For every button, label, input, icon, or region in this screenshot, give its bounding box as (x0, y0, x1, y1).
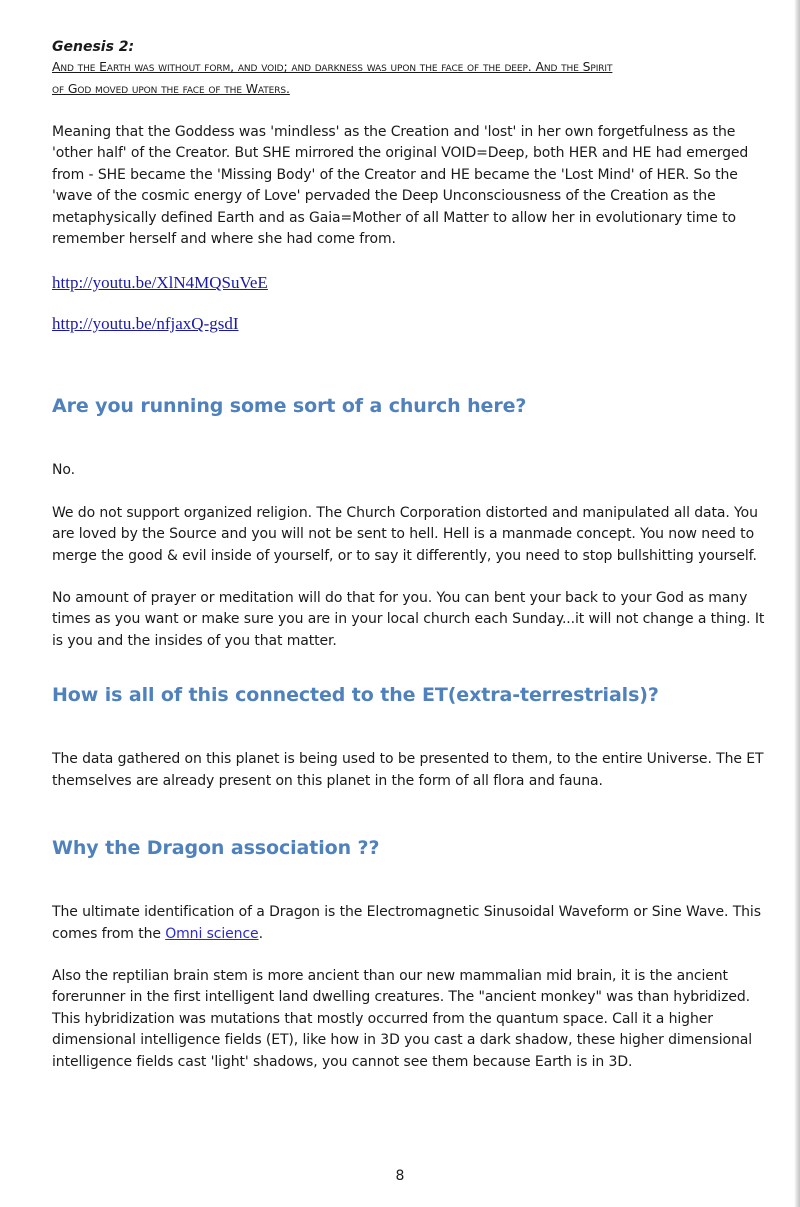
document-page (52, 38, 772, 1073)
dragon-paragraph-2: Also the reptilian brain stem is more ancient than our new mammalian mid brain, it is the ancient forerunner in the first intelligent land dwelling creatures. The "ancient monkey" was than hybridized. This hybridization was mutations that mostly occurred from the quantum space. Call it a higher dimensional intelligence fields (ET), like how in 3D you cast a dark shadow, these higher dimensional intelligence fields cast 'light' shadows, you cannot see them because Earth is in 3D. (52, 967, 753, 1070)
genesis-verse-line-1: And the Earth was without form, and void; and darkness was upon the face of the deep. And the Spirit (52, 59, 613, 74)
church-paragraph-1: We do not support organized religion. The Church Corporation distorted and manipulated all data. You are loved by the Source and you will not be sent to hell. Hell is a manmade concept. You now need to merge the good & evil inside of yourself, or to say it differently, you need to stop bullshitting yourself. (52, 504, 758, 564)
meaning-paragraph: Meaning that the Goddess was 'mindless' as the Creation and 'lost' in her own forgetfulness as the 'other half' of the Creator. But SHE mirrored the original VOID=Deep, both HER and HE had emerged from - SHE became the 'Missing Body' of the Creator and HE became the 'Lost Mind' of HER. So the 'wave of the cosmic energy of Love' pervaded the Deep Unconsciousness of the Creation as the metaphysically defined Earth and as Gaia=Mother of all Matter to allow her in evolutionary time to remember herself and where she had come from. (52, 124, 749, 248)
omni-science-link[interactable]: Omni science (165, 925, 259, 942)
youtube-link-1[interactable]: http://youtu.be/XlN4MQSuVeE (52, 273, 268, 293)
heading-dragon: Why the Dragon association ?? (52, 837, 380, 860)
et-paragraph: The data gathered on this planet is being used to be presented to them, to the entire Universe. The ET themselves are already present on this planet in the form of all flora and fauna. (52, 751, 764, 789)
church-answer: No. (52, 462, 75, 479)
page-number: 8 (395, 1168, 405, 1184)
page-edge-shadow (794, 0, 800, 1207)
youtube-link-row-1 (52, 272, 772, 294)
genesis-label: Genesis 2: (52, 39, 135, 55)
youtube-link-2[interactable]: http://youtu.be/nfjaxQ-gsdI (52, 314, 239, 334)
heading-et: How is all of this connected to the ET(extra-terrestrials)? (52, 684, 659, 707)
youtube-link-row-2 (52, 313, 772, 335)
church-paragraph-2: No amount of prayer or meditation will do that for you. You can bent your back to your God as many times as you want or make sure you are in your local church each Sunday...it will not change a thing. It is you and the insides of you that matter. (52, 590, 765, 649)
dragon-paragraph-1-end: . (258, 925, 263, 942)
heading-church: Are you running some sort of a church here? (52, 395, 527, 418)
dragon-paragraph-1 (52, 902, 772, 945)
genesis-verse-line-2: of God moved upon the face of the Waters. (52, 81, 290, 96)
dragon-paragraph-1-text: The ultimate identification of a Dragon is the Electromagnetic Sinusoidal Waveform or Sine Wave. This comes from the (52, 904, 761, 942)
